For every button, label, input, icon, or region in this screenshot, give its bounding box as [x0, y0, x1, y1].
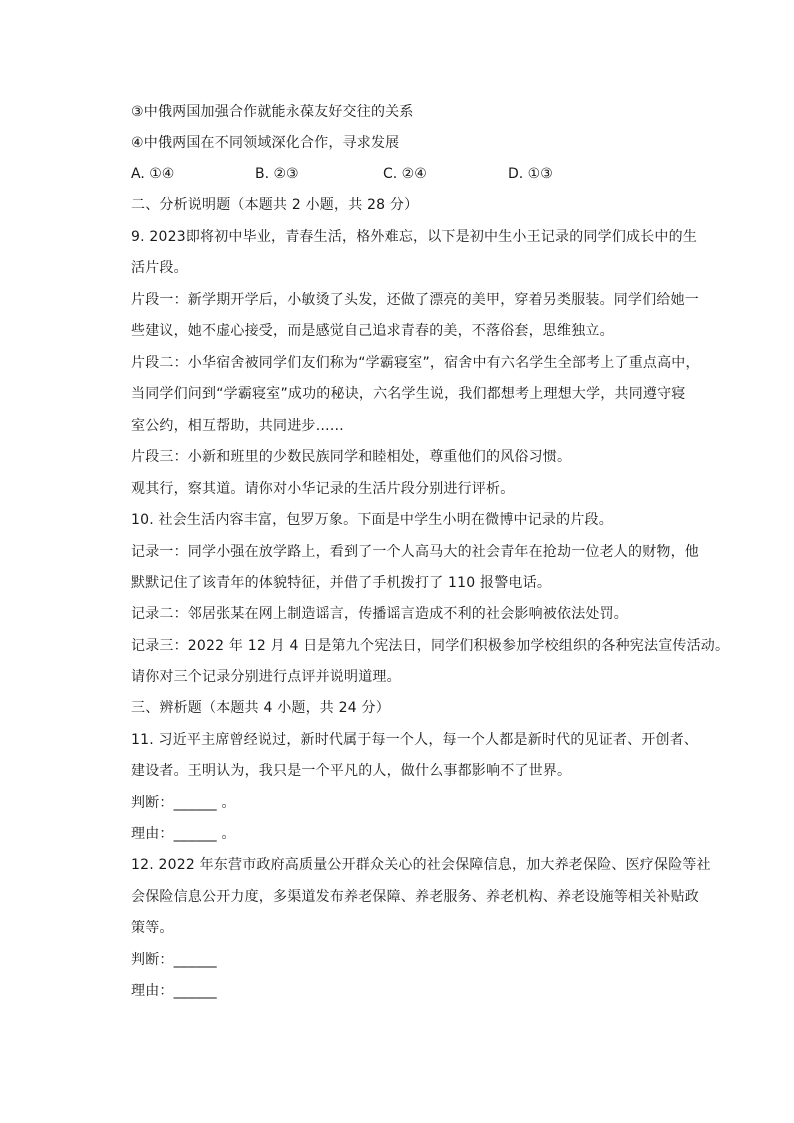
- fragment-3: 片段三：小新和班里的少数民族同学和睦相处，尊重他们的风俗习惯。: [131, 449, 572, 465]
- fragment-1-cont: 些建议，她不虚心接受，而是感觉自己追求青春的美，不落俗套，思维独立。: [131, 323, 614, 339]
- fragment-2-cont2: 室公约，相互帮助，共同进步……: [131, 418, 344, 434]
- question-12-text-cont2: 策等。: [131, 920, 174, 936]
- question-11-reason: 理由：______ 。: [131, 826, 236, 842]
- option-d: D. ①③: [508, 166, 553, 182]
- question-12-text: 12. 2022 年东营市政府高质量公开群众关心的社会保障信息，加大养老保险、医疗保险等社: [131, 857, 711, 873]
- section-heading-discrimination: 三、辨析题（本题共 4 小题，共 24 分）: [131, 700, 390, 716]
- option-statement-3: ③中俄两国加强合作就能永葆友好交往的关系: [131, 104, 414, 120]
- question-11-text-cont: 建设者。王明认为，我只是一个平凡的人，做什么事都影响不了世界。: [131, 763, 572, 779]
- record-2: 记录二：邻居张某在网上制造谣言，传播谣言造成不利的社会影响被依法处罚。: [131, 606, 628, 622]
- question-12-judgment: 判断：______: [131, 952, 217, 968]
- option-a: A. ①④: [131, 166, 175, 182]
- fragment-2-cont: 当同学们问到“学霸寝室”成功的秘诀，六名学生说，我们都想考上理想大学，共同遵守寝: [131, 386, 686, 402]
- option-b: B. ②③: [255, 166, 299, 182]
- question-12-text-cont: 会保险信息公开力度，多渠道发布养老保障、养老服务、养老机构、养老设施等相关补贴政: [131, 889, 699, 905]
- question-11-judgment: 判断：______ 。: [131, 795, 236, 811]
- record-1-cont: 默默记住了该青年的体貌特征，并借了手机拨打了 110 报警电话。: [131, 575, 552, 591]
- question-12-reason: 理由：______: [131, 983, 217, 999]
- question-9-text-cont: 活片段。: [131, 260, 188, 276]
- record-3: 记录三：2022 年 12 月 4 日是第九个宪法日，同学们积极参加学校组织的各种宪法宣传活动。: [131, 638, 730, 654]
- question-9-prompt: 观其行，察其道。请你对小华记录的生活片段分别进行评析。: [131, 481, 515, 497]
- question-10-prompt: 请你对三个记录分别进行点评并说明道理。: [131, 669, 401, 685]
- question-11-text: 11. 习近平主席曾经说过，新时代属于每一个人，每一个人都是新时代的见证者、开创者、: [131, 732, 699, 748]
- record-1: 记录一：同学小强在放学路上，看到了一个人高马大的社会青年在抢劫一位老人的财物，他: [131, 544, 699, 560]
- answer-options: [131, 164, 671, 184]
- option-statement-4: ④中俄两国在不同领域深化合作，寻求发展: [131, 135, 400, 151]
- option-c: C. ②④: [383, 166, 427, 182]
- question-10-text: 10. 社会生活内容丰富，包罗万象。下面是中学生小明在微博中记录的片段。: [131, 512, 613, 528]
- section-heading-analysis: 二、分析说明题（本题共 2 小题，共 28 分）: [131, 197, 419, 213]
- question-9-text: 9. 2023即将初中毕业，青春生活，格外难忘，以下是初中生小王记录的同学们成长中的生: [131, 229, 698, 245]
- fragment-1: 片段一：新学期开学后，小敏烫了头发，还做了漂亮的美甲，穿着另类服装。同学们给她一: [131, 292, 699, 308]
- fragment-2: 片段二：小华宿舍被同学们友们称为“学霸寝室”，宿舍中有六名学生全部考上了重点高中，: [131, 355, 700, 371]
